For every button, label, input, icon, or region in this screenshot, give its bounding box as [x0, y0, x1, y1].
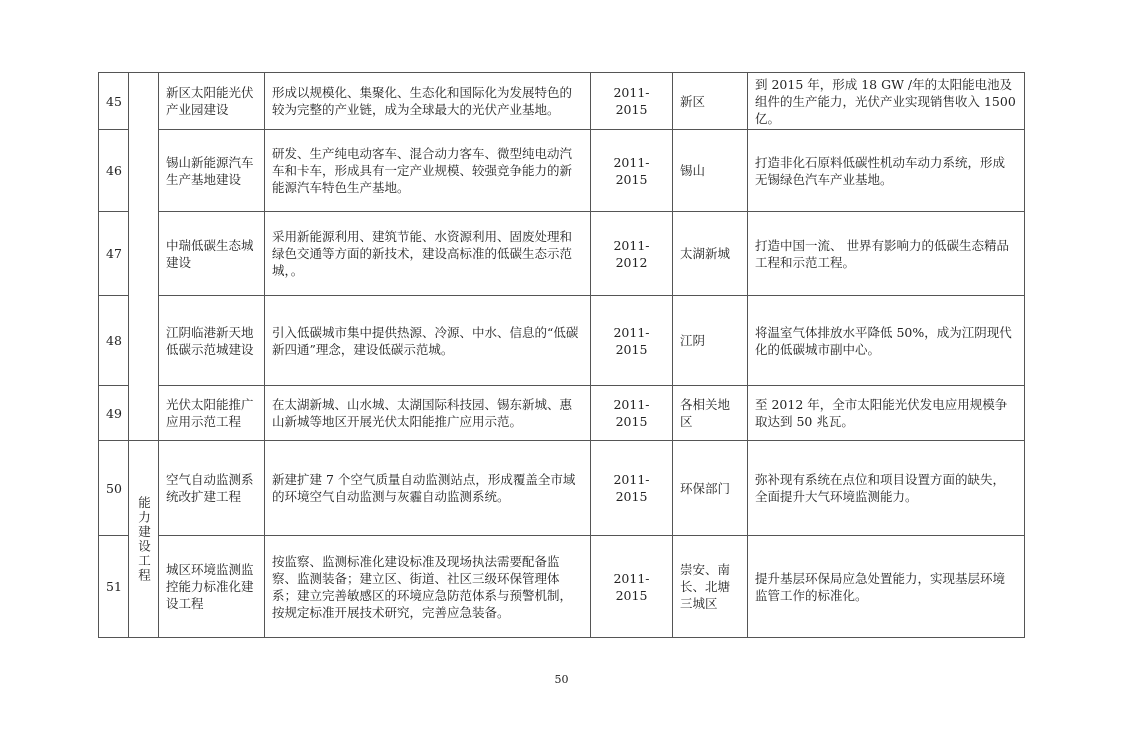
project-years: 2011-2012 — [591, 212, 673, 296]
row-number: 46 — [99, 130, 129, 212]
row-number: 48 — [99, 296, 129, 386]
table-row — [99, 73, 1025, 130]
project-location: 崇安、南长、北塘三城区 — [673, 536, 748, 638]
project-goal: 弥补现有系统在点位和项目设置方面的缺失，全面提升大气环境监测能力。 — [748, 441, 1025, 536]
project-name: 江阴临港新天地低碳示范城建设 — [159, 296, 265, 386]
table-row — [99, 441, 1025, 536]
project-years: 2011-2015 — [591, 441, 673, 536]
project-name: 空气自动监测系统改扩建工程 — [159, 441, 265, 536]
project-years: 2011-2015 — [591, 386, 673, 441]
project-years: 2011-2015 — [591, 73, 673, 130]
table-row — [99, 296, 1025, 386]
project-name: 中瑞低碳生态城建设 — [159, 212, 265, 296]
project-years: 2011-2015 — [591, 296, 673, 386]
project-years: 2011-2015 — [591, 536, 673, 638]
project-content: 研发、生产纯电动客车、混合动力客车、微型纯电动汽车和卡车，形成具有一定产业规模、较强竞争能力的新能源汽车特色生产基地。 — [265, 130, 591, 212]
project-goal: 打造非化石原料低碳性机动车动力系统，形成无锡绿色汽车产业基地。 — [748, 130, 1025, 212]
project-location: 新区 — [673, 73, 748, 130]
project-location: 锡山 — [673, 130, 748, 212]
row-number: 45 — [99, 73, 129, 130]
project-years: 2011-2015 — [591, 130, 673, 212]
project-goal: 提升基层环保局应急处置能力，实现基层环境监管工作的标准化。 — [748, 536, 1025, 638]
project-location: 太湖新城 — [673, 212, 748, 296]
project-table — [98, 72, 1025, 638]
project-goal: 将温室气体排放水平降低 50%，成为江阴现代化的低碳城市副中心。 — [748, 296, 1025, 386]
project-content: 采用新能源利用、建筑节能、水资源利用、固废处理和绿色交通等方面的新技术，建设高标准的低碳生态示范城，。 — [265, 212, 591, 296]
project-content: 引入低碳城市集中提供热源、冷源、中水、信息的“低碳新四通”理念，建设低碳示范城。 — [265, 296, 591, 386]
project-goal: 至 2012 年，全市太阳能光伏发电应用规模争取达到 50 兆瓦。 — [748, 386, 1025, 441]
row-number: 47 — [99, 212, 129, 296]
row-number: 49 — [99, 386, 129, 441]
table-row — [99, 212, 1025, 296]
row-number: 51 — [99, 536, 129, 638]
project-location: 各相关地区 — [673, 386, 748, 441]
table-row — [99, 130, 1025, 212]
project-name: 新区太阳能光伏产业园建设 — [159, 73, 265, 130]
project-location: 江阴 — [673, 296, 748, 386]
project-content: 新建扩建 7 个空气质量自动监测站点，形成覆盖全市域的环境空气自动监测与灰霾自动监测系统。 — [265, 441, 591, 536]
table-row — [99, 536, 1025, 638]
project-name: 锡山新能源汽车生产基地建设 — [159, 130, 265, 212]
row-number: 50 — [99, 441, 129, 536]
category-label: 能力建设工程 — [129, 441, 159, 638]
page-number: 50 — [554, 673, 569, 686]
project-location: 环保部门 — [673, 441, 748, 536]
project-content: 形成以规模化、集聚化、生态化和国际化为发展特色的较为完整的产业链，成为全球最大的光伏产业基地。 — [265, 73, 591, 130]
project-goal: 到 2015 年，形成 18 GW /年的太阳能电池及组件的生产能力，光伏产业实现销售收入 1500 亿。 — [748, 73, 1025, 130]
project-content: 在太湖新城、山水城、太湖国际科技园、锡东新城、惠山新城等地区开展光伏太阳能推广应用示范。 — [265, 386, 591, 441]
project-goal: 打造中国一流、 世界有影响力的低碳生态精品工程和示范工程。 — [748, 212, 1025, 296]
project-name: 光伏太阳能推广应用示范工程 — [159, 386, 265, 441]
table-row — [99, 386, 1025, 441]
project-content: 按监察、监测标准化建设标准及现场执法需要配备监察、监测装备；建立区、街道、社区三级环保管理体系；建立完善敏感区的环境应急防范体系与预警机制，按规定标准开展技术研究，完善应急装备。 — [265, 536, 591, 638]
project-name: 城区环境监测监控能力标准化建设工程 — [159, 536, 265, 638]
category-cell-empty — [129, 73, 159, 441]
